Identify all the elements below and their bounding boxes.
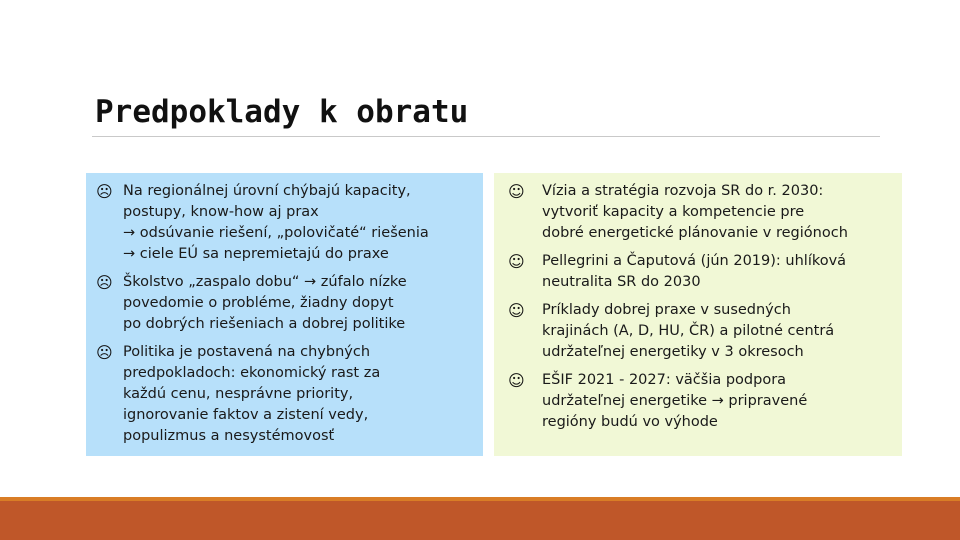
obstacle-item-education xyxy=(96,272,473,335)
item-line: každú cenu, nesprávne priority, xyxy=(123,386,354,402)
sad-face-icon: ☹ xyxy=(96,273,113,292)
obstacles-panel xyxy=(86,173,483,456)
smiley-face-icon: ☺ xyxy=(508,371,525,390)
item-line: EŠIF 2021 - 2027: väčšia podpora xyxy=(542,372,787,388)
item-line: Školstvo „zaspalo dobu“ → zúfalo nízke xyxy=(123,274,407,290)
sad-face-icon: ☹ xyxy=(96,343,113,362)
item-line: udržateľnej energetiky v 3 okresoch xyxy=(542,344,804,360)
item-line: → odsúvanie riešení, „polovičaté“ riešenia xyxy=(123,225,429,241)
sad-face-icon: ☹ xyxy=(96,182,113,201)
item-line: neutralita SR do 2030 xyxy=(542,274,701,290)
item-line: Pellegrini a Čaputová (jún 2019): uhlíková xyxy=(542,253,847,269)
item-line: Na regionálnej úrovní chýbajú kapacity, xyxy=(123,183,411,199)
item-line: Vízia a stratégia rozvoja SR do r. 2030: xyxy=(542,183,824,199)
opportunity-item-esif xyxy=(504,370,892,433)
slide-title: Predpoklady k obratu xyxy=(95,94,469,130)
smiley-face-icon: ☺ xyxy=(508,182,525,201)
title-divider xyxy=(92,136,880,137)
item-line: udržateľnej energetike → pripravené xyxy=(542,393,808,409)
opportunity-item-vision xyxy=(504,181,892,244)
item-line: krajinách (A, D, HU, ČR) a pilotné centrá xyxy=(542,323,835,339)
item-line: dobré energetické plánovanie v regiónoch xyxy=(542,225,848,241)
opportunities-panel xyxy=(494,173,902,456)
opportunity-item-neutrality xyxy=(504,251,892,293)
footer-bar xyxy=(0,501,960,540)
item-line: → ciele EÚ sa nepremietajú do praxe xyxy=(123,246,389,262)
item-line: postupy, know-how aj prax xyxy=(123,204,319,220)
item-line: populizmus a nesystémovosť xyxy=(123,428,335,444)
item-line: Politika je postavená na chybných xyxy=(123,344,371,360)
item-line: Príklady dobrej praxe v susedných xyxy=(542,302,791,318)
item-line: vytvoriť kapacity a kompetencie pre xyxy=(542,204,805,220)
obstacle-item-capacity xyxy=(96,181,473,265)
item-line: regióny budú vo výhode xyxy=(542,414,718,430)
obstacle-item-politics xyxy=(96,342,473,447)
opportunity-item-good-practice xyxy=(504,300,892,363)
item-line: povedomie o probléme, žiadny dopyt xyxy=(123,295,394,311)
smiley-face-icon: ☺ xyxy=(508,301,525,320)
item-line: predpokladoch: ekonomický rast za xyxy=(123,365,381,381)
smiley-face-icon: ☺ xyxy=(508,252,525,271)
item-line: ignorovanie faktov a zistení vedy, xyxy=(123,407,369,423)
item-line: po dobrých riešeniach a dobrej politike xyxy=(123,316,406,332)
